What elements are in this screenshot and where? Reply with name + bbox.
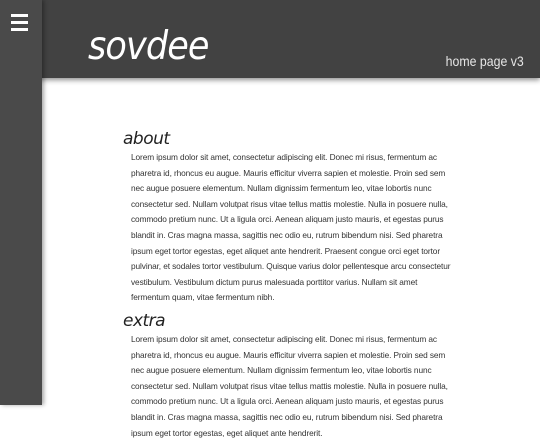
site-header [0,0,540,78]
section-title: about [123,129,170,149]
menu-icon-bar [11,28,28,31]
site-title[interactable]: sovdee [88,24,209,69]
main-content [123,128,453,445]
hamburger-menu-icon[interactable] [11,14,28,31]
sidebar [0,0,42,405]
section-title: extra [123,310,166,331]
section-body: Lorem ipsum dolor sit amet, consectetur adipiscing elit. Donec mi risus, fermentum ac pharetra id, rhoncus eu augue. Mauris efficitur viverra sapien et molestie. Proin sed sem nec augue posuere elementum. Nullam dignissim fermentum leo, vitae lobortis nunc consectetur sed. Nullam volutpat risus vitae tellus mattis molestie. Nulla in posuere nulla, commodo pretium nunc. Ut a ligula orci. Aenean aliquam justo mauris, et egestas purus blandit in. Cras magna massa, sagittis nec odio eu, rutrum bibendum nisi. Sed pharetra ipsum eget tortor egestas, eget aliquet ante hendrerit. Praesent congue orci eget tortor pulvinar, et sodales tortor vestibulum. Quisque varius dolor pellentesque arcu consectetur vestibulum. Vestibulum dictum purus malesuada porttitor varius. Nullam sit amet fermentum quam, vitae fermentum nibh. [131,152,451,303]
section-about [123,128,453,306]
menu-icon-bar [11,21,28,24]
page-label: home page v3 [445,53,524,69]
section-extra [123,310,453,441]
section-body: Lorem ipsum dolor sit amet, consectetur adipiscing elit. Donec mi risus, fermentum ac pharetra id, rhoncus eu augue. Mauris efficitur viverra sapien et molestie. Proin sed sem nec augue posuere elementum. Nullam dignissim fermentum leo, vitae lobortis nunc consectetur sed. Nullam volutpat risus vitae tellus mattis molestie. Nulla in posuere nulla, commodo pretium nunc. Ut a ligula orci. Aenean aliquam justo mauris, et egestas purus blandit in. Cras magna massa, sagittis nec odio eu, rutrum bibendum nisi. Sed pharetra ipsum eget tortor egestas, eget aliquet ante hendrerit. [131,333,448,438]
menu-icon-bar [11,14,28,17]
